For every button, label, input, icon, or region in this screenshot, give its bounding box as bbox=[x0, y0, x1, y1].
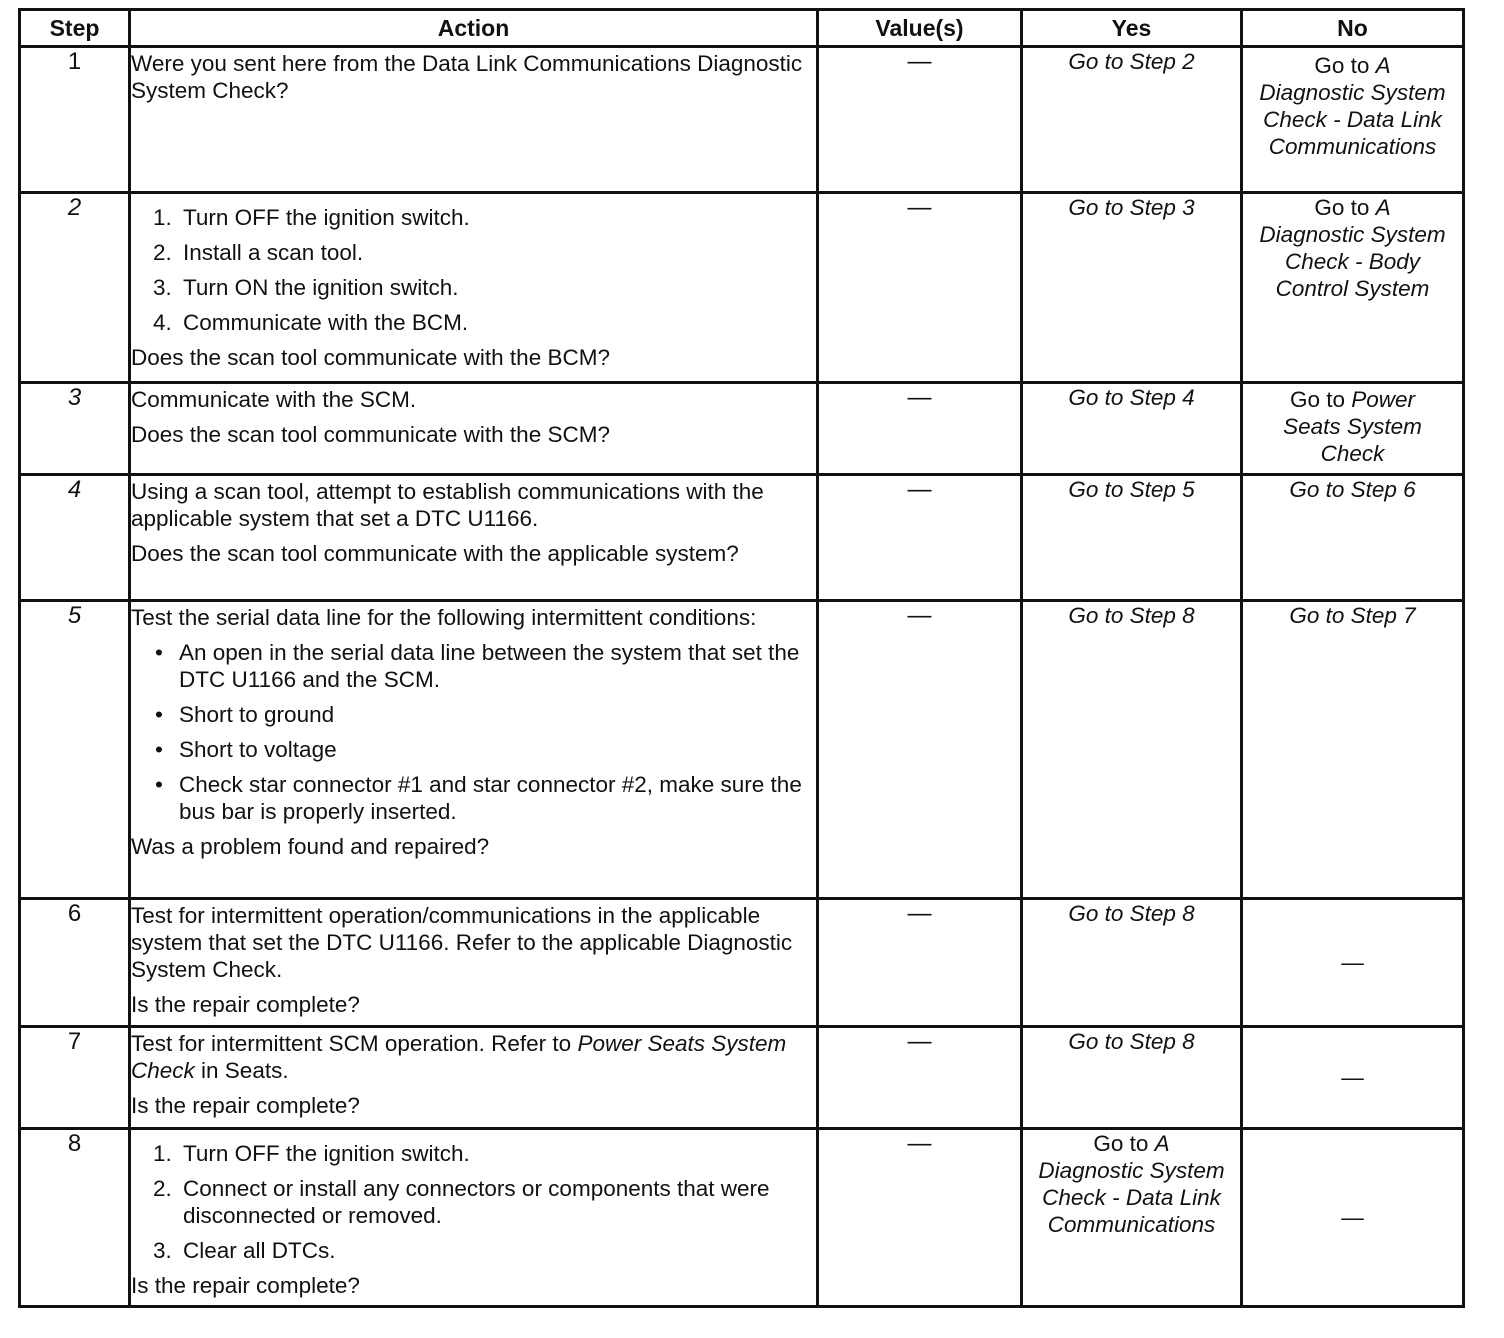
table-row bbox=[20, 601, 1464, 899]
header-values: Value(s) bbox=[818, 10, 1022, 47]
step-cell bbox=[20, 193, 130, 383]
bullet-icon: • bbox=[155, 640, 163, 665]
table-row bbox=[20, 193, 1464, 383]
table-row bbox=[20, 47, 1464, 193]
no-cell bbox=[1242, 193, 1464, 383]
step-cell bbox=[20, 475, 130, 601]
step-number: 5 bbox=[67, 602, 82, 629]
list-item: 3. Clear all DTCs. bbox=[153, 1238, 336, 1263]
yes-go-text: Go to bbox=[1093, 1131, 1155, 1156]
value-cell: — bbox=[818, 383, 1022, 475]
bullet-icon: • bbox=[155, 772, 163, 797]
action-cell bbox=[130, 193, 818, 383]
no-go-text: Go to bbox=[1289, 387, 1352, 412]
list-item: 2. Install a scan tool. bbox=[153, 240, 364, 265]
action-text: Test for intermittent operation/communications in the applicable system that set the DTC U1166. Refer to the applicable Diagnostic System Check. bbox=[131, 903, 793, 982]
no-go-text: Go to bbox=[1314, 53, 1376, 78]
yes-text: Go to Step 8 bbox=[1068, 901, 1195, 926]
table-row bbox=[20, 1129, 1464, 1307]
no-text: — bbox=[1341, 1065, 1364, 1090]
value-cell: — bbox=[818, 601, 1022, 899]
yes-text: Go to Step 8 bbox=[1068, 603, 1195, 628]
yes-cell bbox=[1022, 193, 1242, 383]
action-question: Is the repair complete? bbox=[131, 1093, 360, 1118]
no-cell bbox=[1242, 47, 1464, 193]
table-row bbox=[20, 475, 1464, 601]
list-item: 1. Turn OFF the ignition switch. bbox=[153, 1141, 470, 1166]
action-cell bbox=[130, 383, 818, 475]
action-text: Using a scan tool, attempt to establish communications with the applicable system that set a DTC U1166. bbox=[131, 479, 764, 531]
list-item: 3. Turn ON the ignition switch. bbox=[153, 275, 459, 300]
yes-cell bbox=[1022, 899, 1242, 1027]
no-cell bbox=[1242, 1129, 1464, 1307]
yes-text: Go to Step 4 bbox=[1068, 385, 1195, 410]
value-cell: — bbox=[818, 1027, 1022, 1129]
step-cell: 6 bbox=[20, 899, 130, 1027]
action-cell bbox=[130, 899, 818, 1027]
header-step: Step bbox=[20, 10, 130, 47]
no-ref-rest: Diagnostic System Check - Body Control System bbox=[1259, 222, 1446, 301]
numbered-list bbox=[131, 204, 816, 336]
header-no: No bbox=[1242, 10, 1464, 47]
action-question: Was a problem found and repaired? bbox=[131, 834, 490, 859]
action-cell bbox=[130, 601, 818, 899]
no-cell bbox=[1242, 1027, 1464, 1129]
bullet-icon: • bbox=[155, 737, 163, 762]
no-cell bbox=[1242, 383, 1464, 475]
table-row bbox=[20, 1027, 1464, 1129]
table-row bbox=[20, 899, 1464, 1027]
no-ref-rest: Seats System Check bbox=[1283, 414, 1422, 466]
no-cell bbox=[1242, 601, 1464, 899]
value-cell: — bbox=[818, 193, 1022, 383]
action-question: Does the scan tool communicate with the BCM? bbox=[131, 345, 610, 370]
yes-text: Go to Step 3 bbox=[1068, 195, 1195, 220]
list-item: • An open in the serial data line between the system that set the DTC U1166 and the SCM. bbox=[155, 640, 800, 692]
list-item: • Check star connector #1 and star connector #2, make sure the bus bar is properly inserted. bbox=[155, 772, 802, 824]
list-item: 1. Turn OFF the ignition switch. bbox=[153, 205, 470, 230]
bullet-list bbox=[131, 639, 816, 825]
action-cell bbox=[130, 475, 818, 601]
action-cell bbox=[130, 1027, 818, 1129]
no-cell bbox=[1242, 899, 1464, 1027]
no-text: Go to Step 6 bbox=[1289, 477, 1416, 502]
no-text: Go to Step 7 bbox=[1289, 603, 1416, 628]
action-cell bbox=[130, 1129, 818, 1307]
value-cell: — bbox=[818, 899, 1022, 1027]
action-question: Is the repair complete? bbox=[131, 992, 360, 1017]
table-row bbox=[20, 383, 1464, 475]
value-cell: — bbox=[818, 1129, 1022, 1307]
yes-text: Go to Step 2 bbox=[1068, 49, 1195, 74]
no-ref-lead: A bbox=[1375, 195, 1391, 220]
no-cell bbox=[1242, 475, 1464, 601]
yes-cell bbox=[1022, 1027, 1242, 1129]
action-text: Test for intermittent SCM operation. Refer to Power Seats System Check in Seats. bbox=[131, 1031, 787, 1083]
list-item: • Short to voltage bbox=[155, 737, 337, 762]
list-item: 4. Communicate with the BCM. bbox=[153, 310, 469, 335]
value-cell: — bbox=[818, 47, 1022, 193]
value-cell: — bbox=[818, 475, 1022, 601]
no-ref-lead: Power bbox=[1351, 387, 1416, 412]
step-cell: 8 bbox=[20, 1129, 130, 1307]
yes-cell bbox=[1022, 475, 1242, 601]
action-question: Does the scan tool communicate with the applicable system? bbox=[131, 541, 739, 566]
header-row bbox=[20, 10, 1464, 47]
yes-cell bbox=[1022, 601, 1242, 899]
yes-ref-rest: Diagnostic System Check - Data Link Communications bbox=[1038, 1158, 1225, 1237]
no-ref-lead: A bbox=[1375, 53, 1391, 78]
yes-ref-lead: A bbox=[1154, 1131, 1170, 1156]
yes-text: Go to Step 8 bbox=[1068, 1029, 1195, 1054]
list-item: • Short to ground bbox=[155, 702, 335, 727]
action-cell bbox=[130, 47, 818, 193]
no-text: — bbox=[1341, 1205, 1364, 1230]
yes-cell bbox=[1022, 383, 1242, 475]
header-yes: Yes bbox=[1022, 10, 1242, 47]
action-text: Test the serial data line for the following intermittent conditions: bbox=[131, 605, 757, 630]
step-number: 3 bbox=[67, 384, 82, 411]
yes-cell bbox=[1022, 47, 1242, 193]
step-cell bbox=[20, 383, 130, 475]
step-number: 4 bbox=[67, 476, 82, 503]
header-action: Action bbox=[130, 10, 818, 47]
bullet-icon: • bbox=[155, 702, 163, 727]
step-cell bbox=[20, 601, 130, 899]
step-number: 2 bbox=[67, 194, 82, 221]
diagnostic-table bbox=[18, 8, 1465, 1308]
action-question: Does the scan tool communicate with the SCM? bbox=[131, 422, 610, 447]
no-go-text: Go to bbox=[1314, 195, 1376, 220]
no-text: — bbox=[1341, 950, 1364, 975]
action-text: Were you sent here from the Data Link Communications Diagnostic System Check? bbox=[131, 51, 803, 103]
action-text: Communicate with the SCM. bbox=[131, 387, 417, 412]
numbered-list bbox=[131, 1140, 816, 1264]
yes-text: Go to Step 5 bbox=[1068, 477, 1195, 502]
step-cell: 1 bbox=[20, 47, 130, 193]
step-cell: 7 bbox=[20, 1027, 130, 1129]
action-question: Is the repair complete? bbox=[131, 1273, 360, 1298]
yes-cell bbox=[1022, 1129, 1242, 1307]
list-item: 2. Connect or install any connectors or components that were disconnected or removed. bbox=[153, 1176, 770, 1228]
no-ref-rest: Diagnostic System Check - Data Link Communications bbox=[1259, 80, 1446, 159]
action-reference: Power Seats System Check bbox=[131, 1031, 787, 1083]
